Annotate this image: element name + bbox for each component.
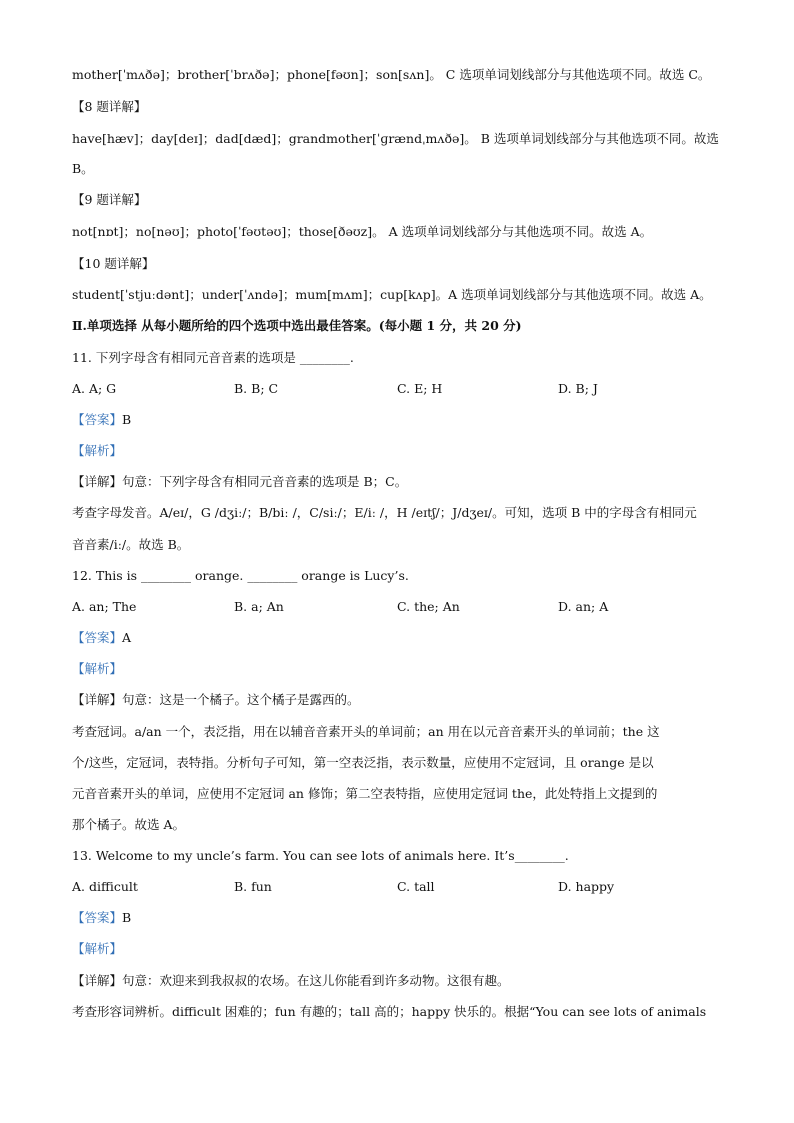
q12-option-c: C. the; An (397, 599, 460, 614)
q12-option-b: B. a; An (234, 599, 284, 614)
q10-detail-text: student[ˈstjuːdənt]；under[ˈʌndə]；mum[mʌm]；cup[kʌp]。A 选项单词划线部分与其他选项不同。故选 A。 (72, 287, 712, 302)
q11-explanation-2: 音音素/iː/。故选 B。 (72, 537, 190, 552)
q12-stem: 12. This is ________ orange. ________ orange is Lucy’s. (72, 568, 409, 583)
q11-stem: 11. 下列字母含有相同元音音素的选项是 ________. (72, 350, 354, 365)
analysis-tag: 【解析】 (72, 443, 123, 458)
q13-detail (72, 972, 724, 990)
detail-text: 句意：下列字母含有相同元音音素的选项是 B；C。 (122, 474, 408, 489)
q12-analysis-heading (72, 660, 724, 678)
detail-tag: 【详解】 (72, 474, 123, 489)
q9-detail-heading: 【9 题详解】 (72, 192, 147, 207)
q13-answer (72, 909, 724, 927)
answer-value: B (122, 910, 132, 925)
q12-explanation-3: 元音音素开头的单词，应使用不定冠词 an 修饰；第二空表特指，应使用定冠词 the，此处特指上文提到的 (72, 786, 658, 801)
q13-option-b: B. fun (234, 879, 272, 894)
analysis-tag: 【解析】 (72, 941, 123, 956)
q8-detail-text: have[hæv]；day[deɪ]；dad[dæd]；grandmother[ˈɡrændˌmʌðə]。 B 选项单词划线部分与其他选项不同。故选 (72, 131, 719, 146)
detail-tag: 【详解】 (72, 973, 123, 988)
q12-option-d: D. an; A (558, 599, 609, 614)
q8-detail-text-cont: B。 (72, 161, 94, 176)
q11-analysis-heading (72, 442, 724, 460)
q11-option-b: B. B; C (234, 381, 279, 396)
q11-detail (72, 473, 724, 491)
q11-option-a: A. A; G (72, 381, 117, 396)
q13-option-c: C. tall (397, 879, 435, 894)
q7-detail-text: mother[ˈmʌðə]；brother[ˈbrʌðə]；phone[fəʊn]；son[sʌn]。 C 选项单词划线部分与其他选项不同。故选 C。 (72, 67, 711, 82)
q10-detail-heading: 【10 题详解】 (72, 256, 155, 271)
section-title: Ⅱ.单项选择 从每小题所给的四个选项中选出最佳答案。(每小题 1 分，共 20 分) (72, 318, 522, 333)
q13-explanation-1: 考查形容词辨析。difficult 困难的；fun 有趣的；tall 高的；happy 快乐的。根据“You can see lots of animals (72, 1004, 707, 1019)
q12-explanation-2: 个/这些，定冠词，表特指。分析句子可知，第一空表泛指，表示数量，应使用不定冠词，且 orange 是以 (72, 755, 654, 770)
q11-answer (72, 411, 724, 429)
q12-answer (72, 629, 724, 647)
q12-explanation-4: 那个橘子。故选 A。 (72, 817, 186, 832)
q11-option-c: C. E; H (397, 381, 443, 396)
answer-value: B (122, 412, 132, 427)
q13-option-a: A. difficult (72, 879, 138, 894)
q9-detail-text: not[nɒt]；no[nəʊ]；photo[ˈfəʊtəʊ]；those[ðəʊz]。 A 选项单词划线部分与其他选项不同。故选 A。 (72, 224, 653, 239)
q11-explanation-1: 考查字母发音。A/eɪ/，G /dʒiː/；B/biː /，C/siː/；E/iː /，H /eɪtʃ/；J/dʒeɪ/。可知，选项 B 中的字母含有相同元 (72, 505, 697, 520)
q12-explanation-1: 考查冠词。a/an 一个，表泛指，用在以辅音音素开头的单词前；an 用在以元音音素开头的单词前；the 这 (72, 724, 660, 739)
q12-detail (72, 691, 724, 709)
q13-stem: 13. Welcome to my uncle’s farm. You can see lots of animals here. It’s________. (72, 848, 569, 863)
detail-text: 句意：这是一个橘子。这个橘子是露西的。 (122, 692, 360, 707)
analysis-tag: 【解析】 (72, 661, 123, 676)
q13-option-d: D. happy (558, 879, 615, 894)
q12-option-a: A. an; The (72, 599, 137, 614)
q8-detail-heading: 【8 题详解】 (72, 99, 147, 114)
answer-value: A (122, 630, 132, 645)
q13-analysis-heading (72, 940, 724, 958)
detail-text: 句意：欢迎来到我叔叔的农场。在这儿你能看到许多动物。这很有趣。 (122, 973, 510, 988)
answer-tag: 【答案】 (72, 910, 123, 925)
detail-tag: 【详解】 (72, 692, 123, 707)
answer-tag: 【答案】 (72, 630, 123, 645)
q11-option-d: D. B; J (558, 381, 598, 396)
answer-tag: 【答案】 (72, 412, 123, 427)
